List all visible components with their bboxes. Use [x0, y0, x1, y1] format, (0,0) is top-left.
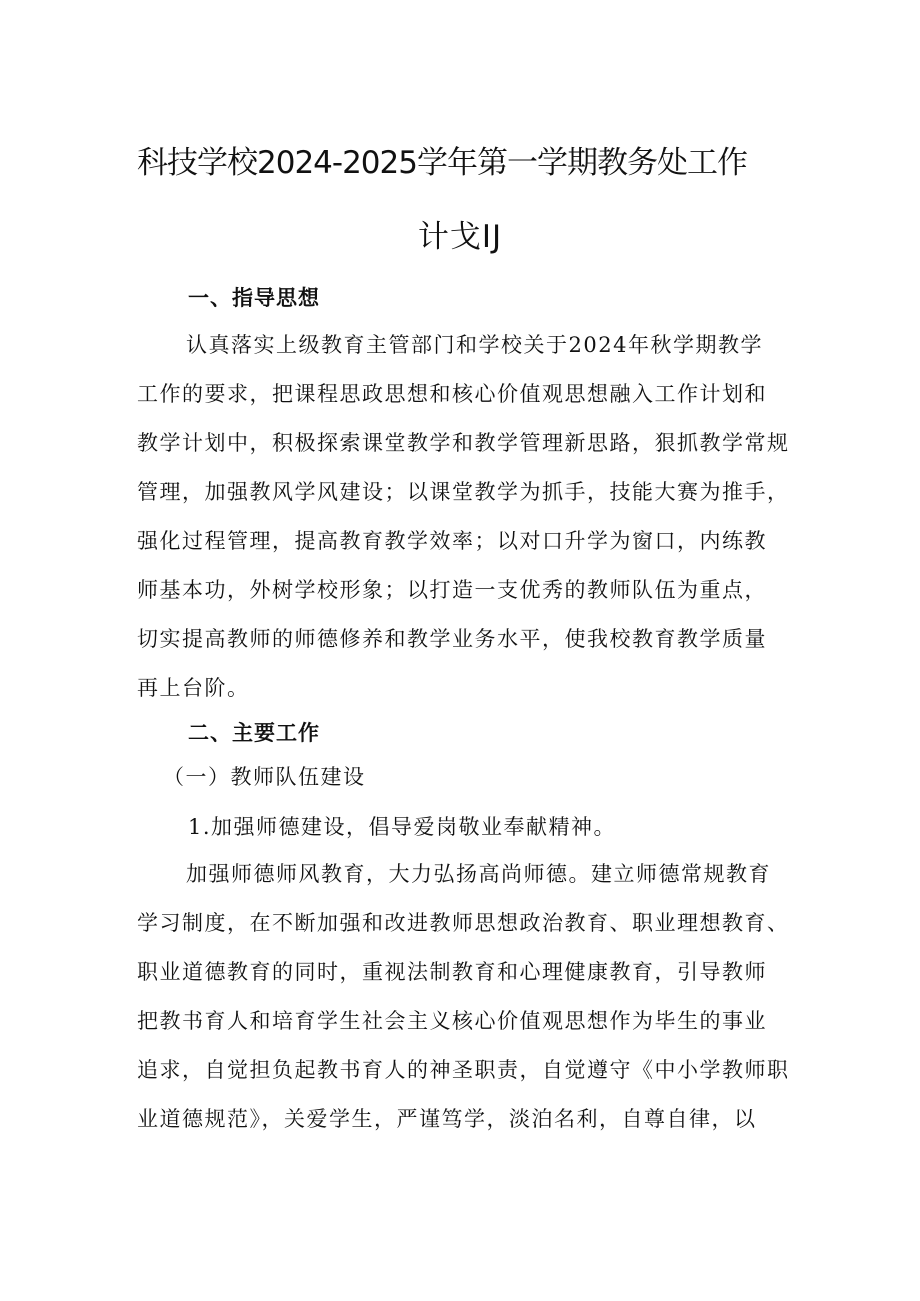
paragraph-line: 再上台阶。: [137, 676, 250, 700]
paragraph-guiding-ideology: [137, 321, 797, 713]
subsection-heading-teacher-team: （一）教师队伍建设: [163, 765, 366, 789]
document-title-line-1: 科技学校2024-2025学年第一学期教务处工作: [137, 145, 747, 181]
paragraph-line: 学习制度，在不断加强和改进教师思想政治教育、职业理想教育、: [137, 911, 790, 935]
paragraph-line: 师基本功，外树学校形象；以打造一支优秀的教师队伍为重点，: [137, 578, 767, 602]
section-heading-guiding-ideology: 一、指导思想: [188, 286, 320, 310]
document-title-line-2: 计戈IJ: [417, 219, 503, 255]
list-item-ethics: 1.加强师德建设，倡导爱岗敬业奉献精神。: [188, 815, 617, 839]
paragraph-line: 教学计划中，积极探索课堂教学和教学管理新思路，狠抓教学常规: [137, 431, 790, 455]
paragraph-line: 追求，自觉担负起教书育人的神圣职责，自觉遵守《中小学教师职: [137, 1058, 790, 1082]
paragraph-line: 业道德规范》，关爱学生，严谨笃学，淡泊名利，自尊自律，以: [137, 1107, 757, 1131]
paragraph-line: 管理，加强教风学风建设；以课堂教学为抓手，技能大赛为推手，: [137, 480, 790, 504]
paragraph-line: 工作的要求，把课程思政思想和核心价值观思想融入工作计划和: [137, 382, 767, 406]
paragraph-line: 认真落实上级教育主管部门和学校关于2024年秋学期教学: [186, 333, 763, 357]
paragraph-ethics: [137, 850, 797, 1144]
paragraph-line: 职业道德教育的同时，重视法制教育和心理健康教育，引导教师: [137, 960, 767, 984]
section-heading-main-work: 二、主要工作: [188, 721, 320, 745]
paragraph-line: 把教书育人和培育学生社会主义核心价值观思想作为毕生的事业: [137, 1009, 767, 1033]
paragraph-line: 加强师德师风教育，大力弘扬高尚师德。建立师德常规教育: [186, 862, 771, 886]
paragraph-line: 强化过程管理，提高教育教学效率；以对口升学为窗口，内练教: [137, 529, 767, 553]
paragraph-line: 切实提高教师的师德修养和教学业务水平，使我校教育教学质量: [137, 627, 767, 651]
